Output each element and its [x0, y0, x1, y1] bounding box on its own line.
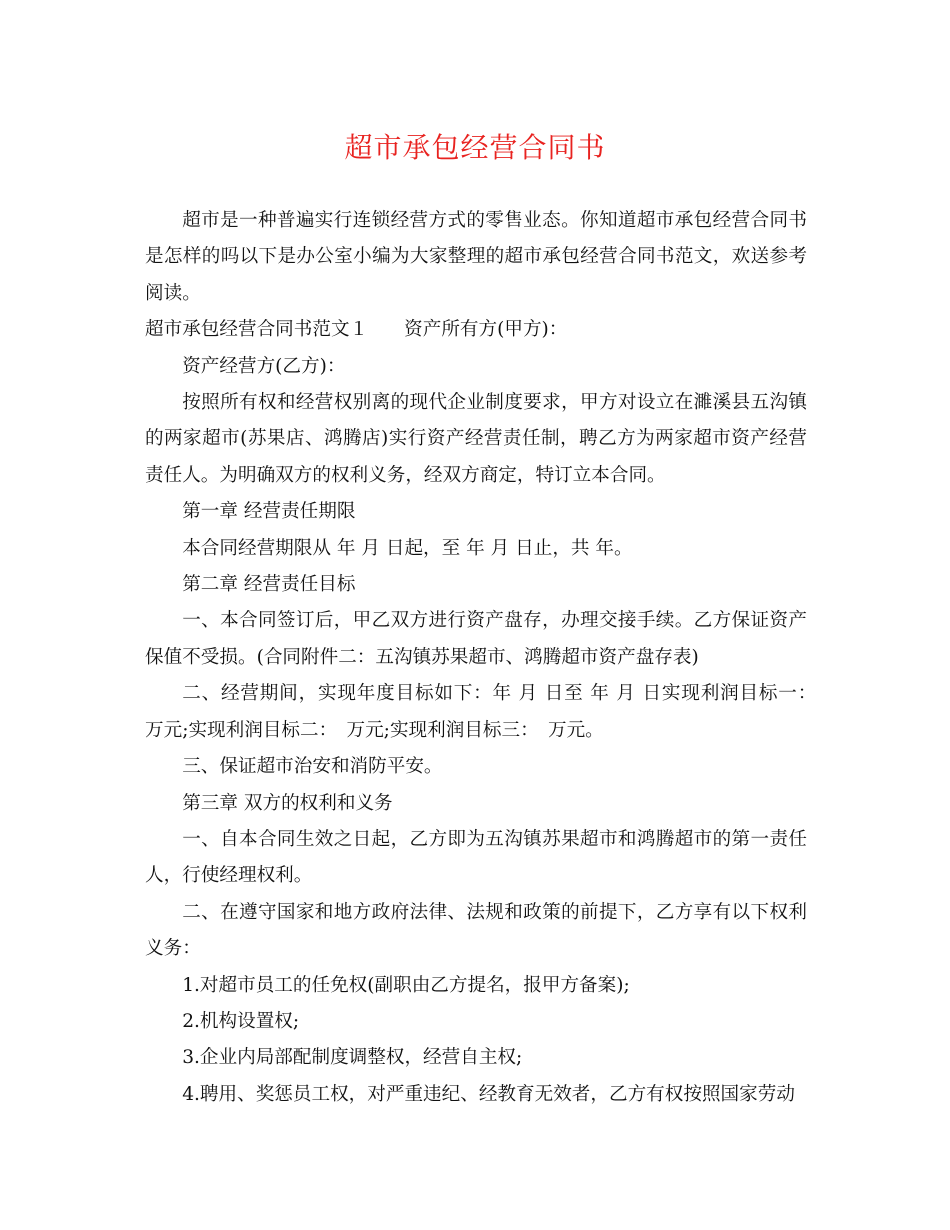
document-title: 超市承包经营合同书 — [344, 131, 606, 164]
chapter3-title: 第三章 双方的权利和义务 — [182, 792, 393, 814]
chapter2-title: 第二章 经营责任目标 — [182, 574, 356, 596]
list-item-2: 2.机构设置权; — [182, 1010, 300, 1032]
document-body — [145, 203, 826, 1113]
sample-heading-line — [145, 312, 807, 348]
party-b-label: 资产经营方(乙方)： — [182, 355, 346, 377]
chapter3-paragraph-1: 一、自本合同生效之日起，乙方即为五沟镇苏果超市和鸿腾超市的第一责任人，行使经理权利。 — [145, 828, 807, 887]
chapter2-paragraph-2: 二、经营期间，实现年度目标如下：年 月 日至 年 月 日实现利润目标一： 万元;实现利润目标二： 万元;实现利润目标三： 万元。 — [145, 683, 826, 741]
list-item-3: 3.企业内局部配制度调整权，经营自主权; — [182, 1047, 523, 1069]
intro-paragraph: 超市是一种普遍实行连锁经营方式的零售业态。你知道超市承包经营合同书是怎样的吗以下是办公室小编为大家整理的超市承包经营合同书范文，欢送参考阅读。 — [145, 210, 807, 304]
party-a-label: 资产所有方(甲方)： — [404, 319, 568, 341]
chapter2-paragraph-3: 三、保证超市治安和消防平安。 — [182, 756, 443, 778]
list-item-4: 4.聘用、奖惩员工权，对严重违纪、经教育无效者，乙方有权按照国家劳动 — [182, 1083, 795, 1105]
chapter1-title: 第一章 经营责任期限 — [182, 501, 356, 523]
sample-heading: 超市承包经营合同书范文１ — [145, 319, 369, 341]
chapter1-paragraph-1: 本合同经营期限从 年 月 日起，至 年 月 日止，共 年。 — [182, 537, 633, 559]
chapter2-paragraph-1: 一、本合同签订后，甲乙双方进行资产盘存，办理交接手续。乙方保证资产保值不受损。(合同附件二：五沟镇苏果超市、鸿腾超市资产盘存表) — [145, 610, 807, 668]
list-item-1: 1.对超市员工的任免权(副职由乙方提名，报甲方备案); — [182, 974, 630, 996]
chapter3-paragraph-2: 二、在遵守国家和地方政府法律、法规和政策的前提下，乙方享有以下权利义务： — [145, 901, 807, 960]
preamble-paragraph: 按照所有权和经营权别离的现代企业制度要求，甲方对设立在濉溪县五沟镇的两家超市(苏果店、鸿腾店)实行资产经营责任制，聘乙方为两家超市资产经营责任人。为明确双方的权利义务，经双方商定，特订立本合同。 — [145, 392, 807, 486]
